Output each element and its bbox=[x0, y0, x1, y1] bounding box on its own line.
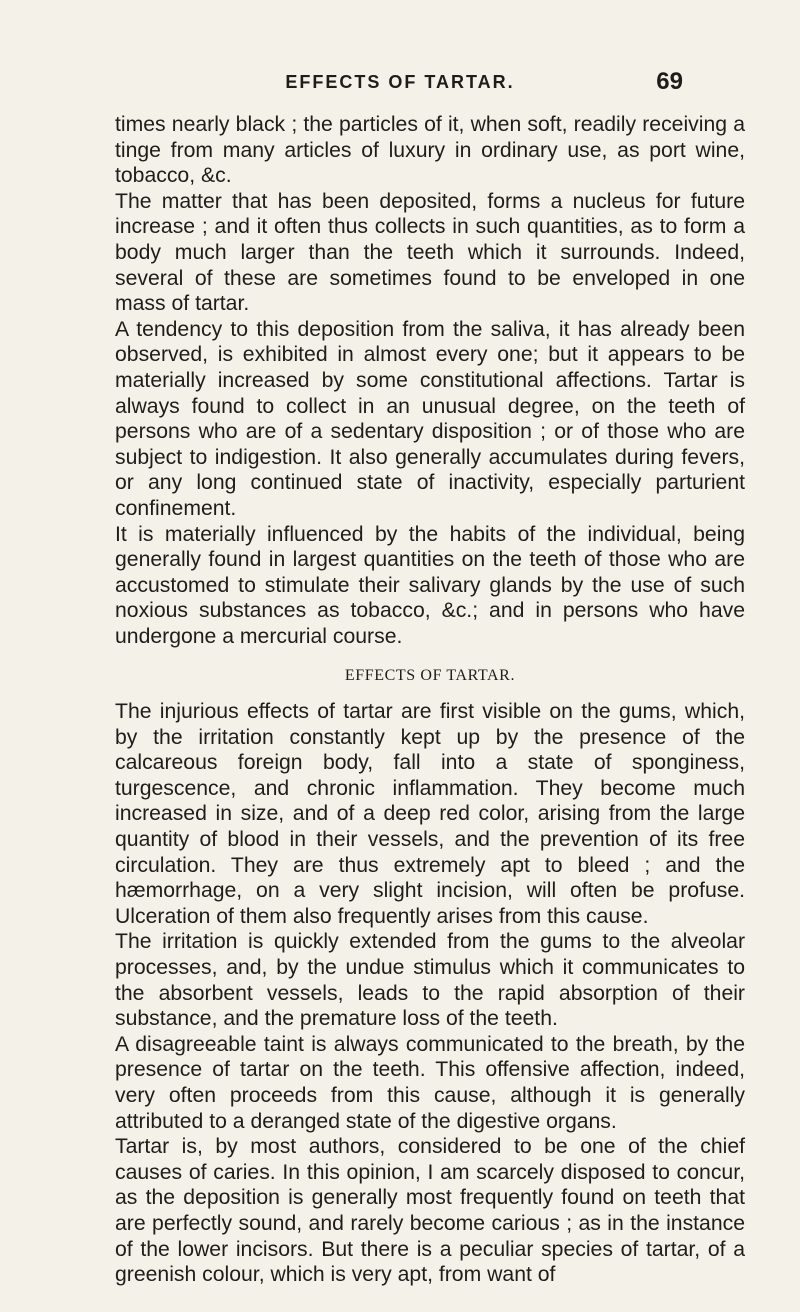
paragraph: A tendency to this deposition from the saliva, it has already been observed, is exhibited in almost every one; but it appears to be materially increased by some constitutional affections. Tartar is always found to collect in an unusual degree, on the teeth of persons who are of a sedentary disposition ; or of those who are subject to indigestion. It also generally accumulates during fevers, or any long continued state of inactivity, especially parturient confinement. bbox=[115, 317, 745, 520]
page-number: 69 bbox=[656, 68, 683, 95]
paragraph: times nearly black ; the particles of it, when soft, readily receiving a tinge from many articles of luxury in ordinary use, as port wine, tobacco, &c. bbox=[115, 113, 745, 188]
running-title: EFFECTS OF TARTAR. bbox=[285, 72, 515, 92]
section-heading: EFFECTS OF TARTAR. bbox=[344, 667, 516, 685]
paragraph: Tartar is, by most authors, considered to be one of the chief causes of caries. In this opinion, I am scarcely disposed to concur, as the deposition is generally most frequently found on teeth that are perfectly sound, and rarely become carious ; as in the instance of the lower incisors. But there is a peculiar species of tartar, of a greenish colour, which is very apt, from want of bbox=[115, 1135, 745, 1287]
paragraph: The irritation is quickly extended from the gums to the alveolar processes, and, by the undue stimulus which it communicates to the absorbent vessels, leads to the rapid absorption of their substance, and the premature loss of the teeth. bbox=[115, 930, 745, 1031]
paragraph: The injurious effects of tartar are first visible on the gums, which, by the irritation constantly kept up by the presence of the calcareous foreign body, fall into a state of sponginess, turgescence, and chronic inflammation. They become much increased in size, and of a deep red color, arising from the large quantity of blood in their vessels, and the prevention of its free circulation. They are thus extremely apt to bleed ; and the hæmorrhage, on a very slight incision, will often be profuse. Ulceration of them also frequently arises from this cause. bbox=[115, 700, 745, 928]
paragraph: A disagreeable taint is always communicated to the breath, by the presence of tartar on the teeth. This offensive affection, indeed, very often proceeds from this cause, although it is generally attributed to a deranged state of the digestive organs. bbox=[115, 1032, 745, 1133]
paragraph: It is materially influenced by the habits of the individual, being generally found in largest quantities on the teeth of those who are accustomed to stimulate their salivary glands by the use of such noxious substances as tobacco, &c.; and in persons who have undergone a mercurial course. bbox=[115, 522, 745, 648]
body-text bbox=[115, 112, 745, 1288]
paragraph: The matter that has been deposited, forms a nucleus for future increase ; and it often thus collects in such quantities, as to form a body much larger than the teeth which it surrounds. Indeed, several of these are sometimes found to be enveloped in one mass of tartar. bbox=[115, 189, 745, 316]
running-head bbox=[0, 62, 800, 102]
